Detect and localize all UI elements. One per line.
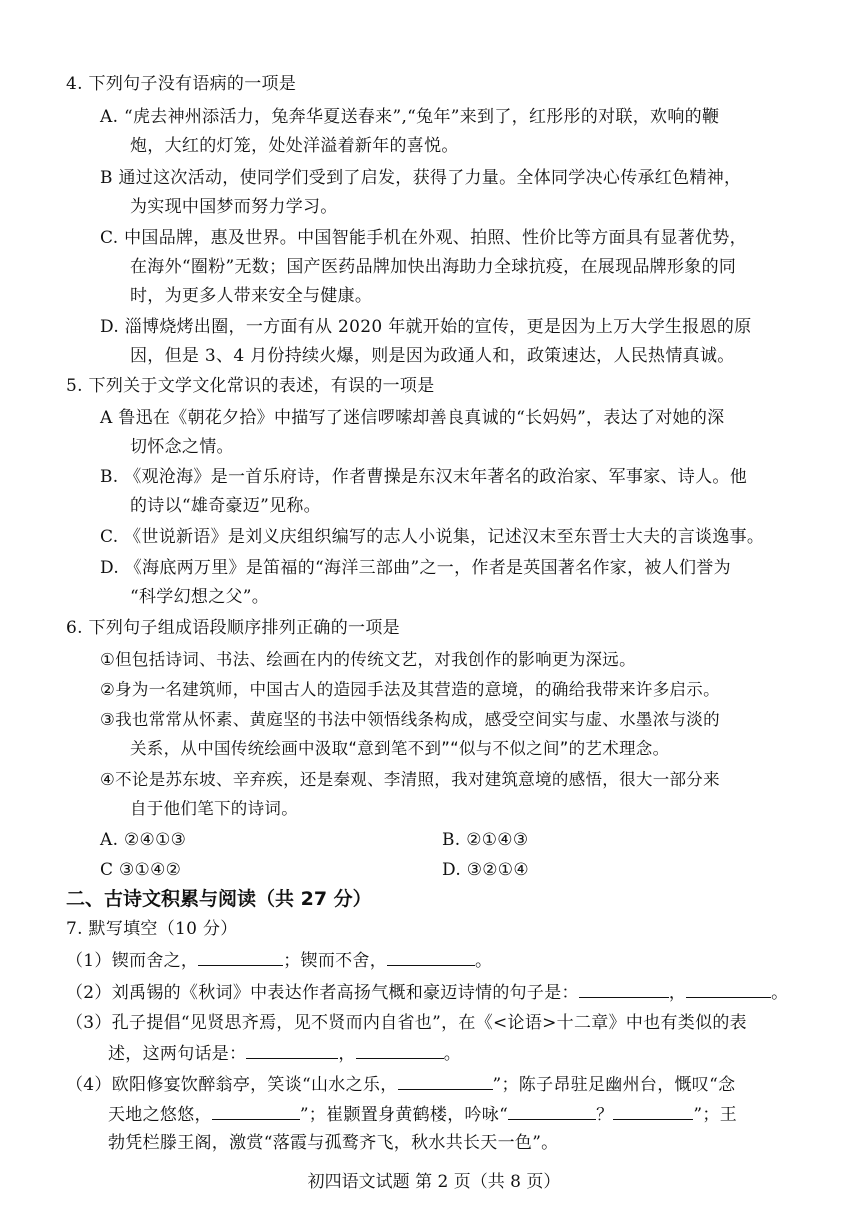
q7-p1-text-b: ；锲而不舍， [283,951,388,971]
q5-option-a-line2: 切怀念之情。 [130,437,234,457]
q7-p4-text-b: ”；陈子昂驻足幽州台，慨叹“念 [492,1075,736,1095]
q7-p4-blank-3[interactable] [508,1101,596,1120]
page-footer: 初四语文试题 第 2 页（共 8 页） [307,1172,561,1192]
q6-stem: 6. 下列句子组成语段顺序排列正确的一项是 [66,618,400,638]
q7-part-3-line1: （3）孔子提倡“见贤思齐焉，见不贤而内自省也”，在《<论语>十二章》中也有类似的表 [66,1013,747,1033]
q7-part-4-line1 [66,1071,735,1097]
q6-sentence-4-line2: 自于他们笔下的诗词。 [130,799,298,818]
q5-option-b-line2: 的诗以“雄奇豪迈”见称。 [130,496,321,516]
q4-option-d-line2: 因，但是 3、4 月份持续火爆，则是因为政通人和，政策速达，人民热情真诚。 [130,346,735,366]
q5-option-d-line2: “科学幻想之父”。 [130,587,270,607]
q6-option-c: C ③①④② [100,860,182,880]
q7-p3-text-a: 述，这两句话是： [108,1044,247,1064]
q6-sentence-4-line1: ④不论是苏东坡、辛弃疾，还是秦观、李清照，我对建筑意境的感悟，很大一部分来 [100,770,720,789]
q7-p3-blank-1[interactable] [246,1040,338,1059]
q6-option-b: B. ②①④③ [442,830,529,850]
section-2-heading: 二、古诗文积累与阅读（共 27 分） [66,888,372,910]
q7-part-2 [66,979,788,1005]
q7-part-1 [66,947,492,973]
q7-p2-blank-1[interactable] [579,979,669,998]
q4-option-b-line2: 为实现中国梦而努力学习。 [130,197,338,217]
q7-p4-text-a: （4）欧阳修宴饮醉翁亭，笑谈“山水之乐， [66,1075,398,1095]
q5-stem: 5. 下列关于文学文化常识的表述，有误的一项是 [66,376,435,396]
q5-option-c-line1: C. 《世说新语》是刘义庆组织编写的志人小说集，记述汉末至东晋士大夫的言谈逸事。 [100,527,765,547]
q4-option-b-line1: B 通过这次活动，使同学们受到了启发，获得了力量。全体同学决心传承红色精神， [100,168,742,188]
q7-p1-text-c: 。 [475,951,493,971]
q6-option-a: A. ②④①③ [100,830,187,850]
q6-option-d: D. ③②①④ [442,860,529,880]
q6-sentence-3-line2: 关系，从中国传统绘画中汲取“意到笔不到”“似与不似之间”的艺术理念。 [130,739,670,758]
q4-option-c-line1: C. 中国品牌，惠及世界。中国智能手机在外观、拍照、性价比等方面具有显著优势， [100,228,747,248]
q7-p1-blank-1[interactable] [198,947,283,966]
q7-p4-text-e: ？ [596,1105,614,1125]
q7-p4-blank-1[interactable] [398,1071,493,1090]
q5-option-a-line1: A 鲁迅在《朝花夕拾》中描写了迷信啰嗦却善良真诚的“长妈妈”，表达了对她的深 [100,408,725,428]
q4-option-d-line1: D. 淄博烧烤出圈，一方面有从 2020 年就开始的宣传，更是因为上万大学生报恩的原 [100,317,752,337]
q7-p2-text-b: ， [668,983,687,1003]
q4-option-c-line2: 在海外“圈粉”无数；国产医药品牌加快出海助力全球抗疫，在展现品牌形象的同 [130,257,737,277]
q6-sentence-1: ①但包括诗词、书法、绘画在内的传统文艺，对我创作的影响更为深远。 [100,650,636,669]
q5-option-b-line1: B. 《观沧海》是一首乐府诗，作者曹操是东汉末年著名的政治家、军事家、诗人。他 [100,467,747,487]
q7-p2-text-c: 。 [771,983,789,1003]
q4-option-a-line2: 炮，大红的灯笼，处处洋溢着新年的喜悦。 [130,136,459,156]
q7-p2-text-a: （2）刘禹锡的《秋词》中表达作者高扬气概和豪迈诗情的句子是： [66,983,579,1003]
q4-option-a-line1: A. “虎去神州添活力，兔奔华夏送春来”,“兔年”来到了，红彤彤的对联，欢响的鞭 [100,107,720,127]
q4-stem: 4. 下列句子没有语病的一项是 [66,74,297,94]
q6-sentence-3-line1: ③我也常常从怀素、黄庭坚的书法中领悟线条构成，感受空间实与虚、水墨浓与淡的 [100,710,720,729]
q4-option-c-line3: 时，为更多人带来安全与健康。 [130,286,373,306]
q7-p4-text-c: 天地之悠悠， [108,1105,212,1125]
q7-p4-blank-4[interactable] [613,1101,693,1120]
q7-p3-text-c: 。 [443,1044,462,1064]
q5-option-d-line1: D. 《海底两万里》是笛福的“海洋三部曲”之一，作者是英国著名作家，被人们誉为 [100,558,731,578]
q7-p4-text-d: ”；崔颢置身黄鹤楼，吟咏“ [299,1105,509,1125]
q7-p3-text-b: ， [338,1044,356,1064]
q7-p1-blank-2[interactable] [387,947,475,966]
q6-sentence-2: ②身为一名建筑师，中国古人的造园手法及其营造的意境，的确给我带来许多启示。 [100,680,720,699]
q7-p4-text-f: ”；王 [693,1105,737,1125]
q7-part-4-line3: 勃凭栏滕王阁，激赏“落霞与孤鹜齐飞，秋水共长天一色”。 [108,1133,559,1153]
q7-p2-blank-2[interactable] [686,979,771,998]
q7-p1-text-a: （1）锲而舍之， [66,951,199,971]
q7-part-4-line2 [108,1101,737,1127]
q7-p4-blank-2[interactable] [212,1101,300,1120]
q7-part-3-line2 [108,1040,461,1066]
q7-p3-blank-2[interactable] [356,1040,444,1059]
q7-stem: 7. 默写填空（10 分） [66,919,238,939]
